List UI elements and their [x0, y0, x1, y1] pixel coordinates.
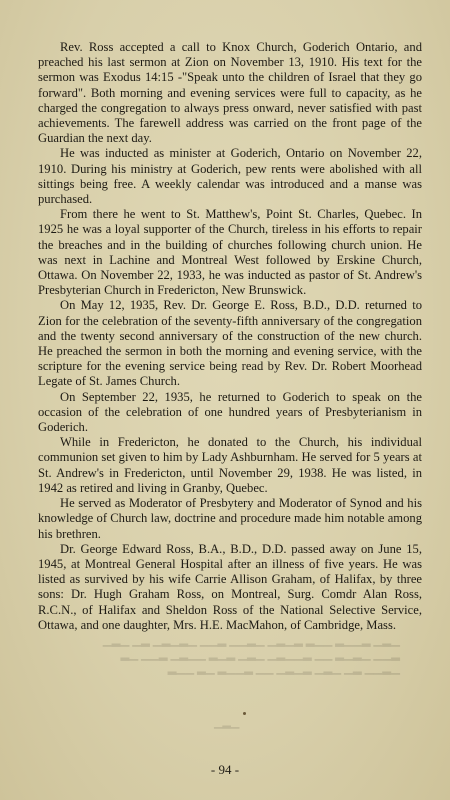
- paragraph: Rev. Ross accepted a call to Knox Church, Goderich Ontario, and preached his last sermon at Zion on November 13, 1910. His text for the sermon was Exodus 14:15 -"Speak unto the children of Israel that they go forward". Both morning and evening services were full to capacity, as he charged the congregation to always press onward, never satisfied with past achievements. The farewell address was carried on the front page of the Guardian the next day.: [38, 40, 422, 146]
- body-text: [38, 40, 422, 633]
- paragraph: On September 22, 1935, he returned to Goderich to speak on the occasion of the celebration of one hundred years of Presbyterianism in Goderich.: [38, 389, 422, 435]
- paragraph: He served as Moderator of Presbytery and Moderator of Synod and his knowledge of Church law, doctrine and procedure made him notable among his brethren.: [38, 496, 422, 541]
- bleed-through-page-number: ▁▂▁: [214, 717, 240, 729]
- bleed-through-text: ▁▂▁ ▂▁▁▂ ▁▁▂ ▂▁▂▁ ▁▂▁▁ ▂▁▁ ▁▂▁▂▁ ▂▁ ▁▂▁ ▂▁▁ ▁▂▁▂ ▁▁ ▂▁▁▂▁ ▁▂▁ ▂▁▂ ▁▁▂▁ ▂▁▁ ▁▂ ▁▂▁▁ ▂▁ ▁▂▁ ▂▁▂▁ ▁▁ ▂▁▁▂ ▁▂ ▁▁▂: [102, 635, 400, 675]
- paragraph: Dr. George Edward Ross, B.A., B.D., D.D. passed away on June 15, 1945, at Montreal General Hospital after an illness of five years. He was listed as survived by his wife Carrie Allison Graham, of Halifax, by three sons: Dr. Hugh Graham Ross, on Montreal, Surg. Comdr Alan Ross, R.C.N., of Halifax and Sheldon Ross of the National Selective Service, Ottawa, and one daughter, Mrs. H.E. MacMahon, of Cambridge, Mass.: [38, 541, 422, 632]
- paragraph: While in Fredericton, he donated to the Church, his individual communion set given to him by Lady Ashburnham. He served for 5 years at St. Andrew's in Fredericton, until November 29, 1938. He was listed, in 1942 as retired and living in Granby, Quebec.: [38, 435, 422, 495]
- paragraph: On May 12, 1935, Rev. Dr. George E. Ross, B.D., D.D. returned to Zion for the celebration of the seventy-fifth anniversary of the congregation and the twenty second anniversary of the construction of the new church. He preached the sermon in both the morning and evening service, with the scripture for the evening service being read by Rev. Dr. Robert Moorhead Legate of St. James Church.: [38, 298, 422, 389]
- paragraph: From there he went to St. Matthew's, Point St. Charles, Quebec. In 1925 he was a loyal supporter of the Church, tireless in his efforts to repair the breaches and in the building of churches following church union. He was next in Lachine and Montreal West followed by Erskine Church, Ottawa. On November 22, 1933, he was inducted as pastor of St. Andrew's Presbyterian Church in Fredericton, New Brunswick.: [38, 207, 422, 298]
- page-number: - 94 -: [210, 762, 240, 777]
- paragraph: He was inducted as minister at Goderich, Ontario on November 22, 1910. During his ministry at Goderich, pew rents were abolished with all sittings being free. A weekly calendar was introduced and a manse was purchased.: [38, 146, 422, 207]
- paper-speck: [243, 712, 246, 715]
